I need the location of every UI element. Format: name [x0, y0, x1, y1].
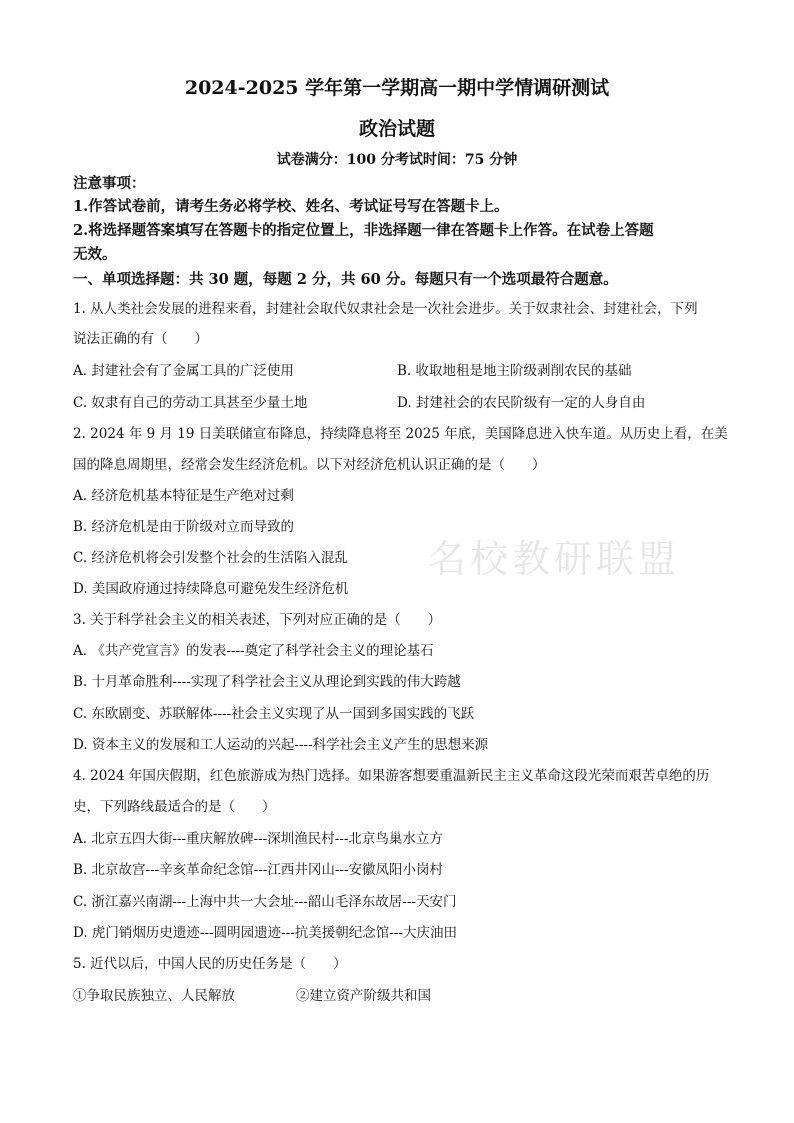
question-3-option-c: C. 东欧剧变、苏联解体----社会主义实现了从一国到多国实践的飞跃 — [73, 706, 475, 722]
question-2-option-b: B. 经济危机是由于阶级对立而导致的 — [73, 519, 295, 535]
question-2-option-a: A. 经济危机基本特征是生产绝对过剩 — [73, 488, 294, 504]
notice-heading: 注意事项： — [73, 175, 146, 192]
question-4-stem-cont: 史，下列路线最适合的是（ ） — [73, 799, 276, 815]
notice-item-1: 1.作答试卷前，请考生务必将学校、姓名、考试证号写在答题卡上。 — [73, 198, 509, 215]
question-2-stem: 2. 2024 年 9 月 19 日美联储宣布降息，持续降息将至 2025 年底，美国降息进入快车道。从历史上看，在美 — [73, 426, 728, 442]
question-4-option-b: B. 北京故宫---辛亥革命纪念馆---江西井冈山---安徽凤阳小岗村 — [73, 862, 444, 878]
question-1-option-c: C. 奴隶有自己的劳动工具甚至少量土地 — [73, 395, 308, 411]
question-4-option-d: D. 虎门销烟历史遗迹---圆明园遗迹---抗美援朝纪念馆---大庆油田 — [73, 925, 457, 941]
question-1-option-a: A. 封建社会有了金属工具的广泛使用 — [73, 363, 294, 379]
watermark: 名校教研联盟 — [428, 537, 681, 581]
question-1-stem-cont: 说法正确的有（ ） — [73, 331, 208, 347]
question-3-option-a: A. 《共产党宣言》的发表----奠定了科学社会主义的理论基石 — [73, 643, 434, 659]
question-3-stem: 3. 关于科学社会主义的相关表述，下列对应正确的是（ ） — [73, 612, 442, 628]
exam-meta: 试卷满分：100 分考试时间：75 分钟 — [276, 152, 518, 168]
question-4-stem: 4. 2024 年国庆假期，红色旅游成为热门选择。如果游客想要重温新民主主义革命这段光荣而艰苦卓绝的历 — [73, 768, 710, 784]
question-5-stem: 5. 近代以后，中国人民的历史任务是（ ） — [73, 956, 347, 972]
subject-title: 政治试题 — [358, 118, 435, 140]
question-3-option-b: B. 十月革命胜利----实现了科学社会主义从理论到实践的伟大跨越 — [73, 674, 461, 690]
question-5-option-2: ②建立资产阶级共和国 — [296, 988, 431, 1004]
question-4-option-a: A. 北京五四大街---重庆解放碑---深圳渔民村---北京鸟巢水立方 — [73, 831, 443, 847]
question-5-option-1: ①争取民族独立、人民解放 — [73, 988, 235, 1004]
question-4-option-c: C. 浙江嘉兴南湖---上海中共一大会址---韶山毛泽东故居---天安门 — [73, 894, 457, 910]
question-1-stem: 1. 从人类社会发展的进程来看，封建社会取代奴隶社会是一次社会进步。关于奴隶社会、封建社会，下列 — [73, 301, 698, 317]
exam-title: 2024-2025 学年第一学期高一期中学情调研测试 — [184, 77, 610, 99]
question-3-option-d: D. 资本主义的发展和工人运动的兴起----科学社会主义产生的思想来源 — [73, 737, 489, 753]
question-1-option-d: D. 封建社会的农民阶级有一定的人身自由 — [397, 395, 646, 411]
section-1-heading: 一、单项选择题：共 30 题，每题 2 分，共 60 分。每题只有一个选项最符合题意。 — [73, 271, 618, 288]
question-2-stem-cont: 国的降息周期里，经常会发生经济危机。以下对经济危机认识正确的是（ ） — [73, 457, 546, 473]
notice-item-2: 2.将选择题答案填写在答题卡的指定位置上，非选择题一律在答题卡上作答。在试卷上答题 — [73, 222, 654, 239]
question-2-option-c: C. 经济危机将会引发整个社会的生活陷入混乱 — [73, 550, 348, 566]
question-1-option-b: B. 收取地租是地主阶级剥削农民的基础 — [397, 363, 632, 379]
question-2-option-d: D. 美国政府通过持续降息可避免发生经济危机 — [73, 581, 349, 597]
notice-item-2-cont: 无效。 — [73, 246, 117, 263]
